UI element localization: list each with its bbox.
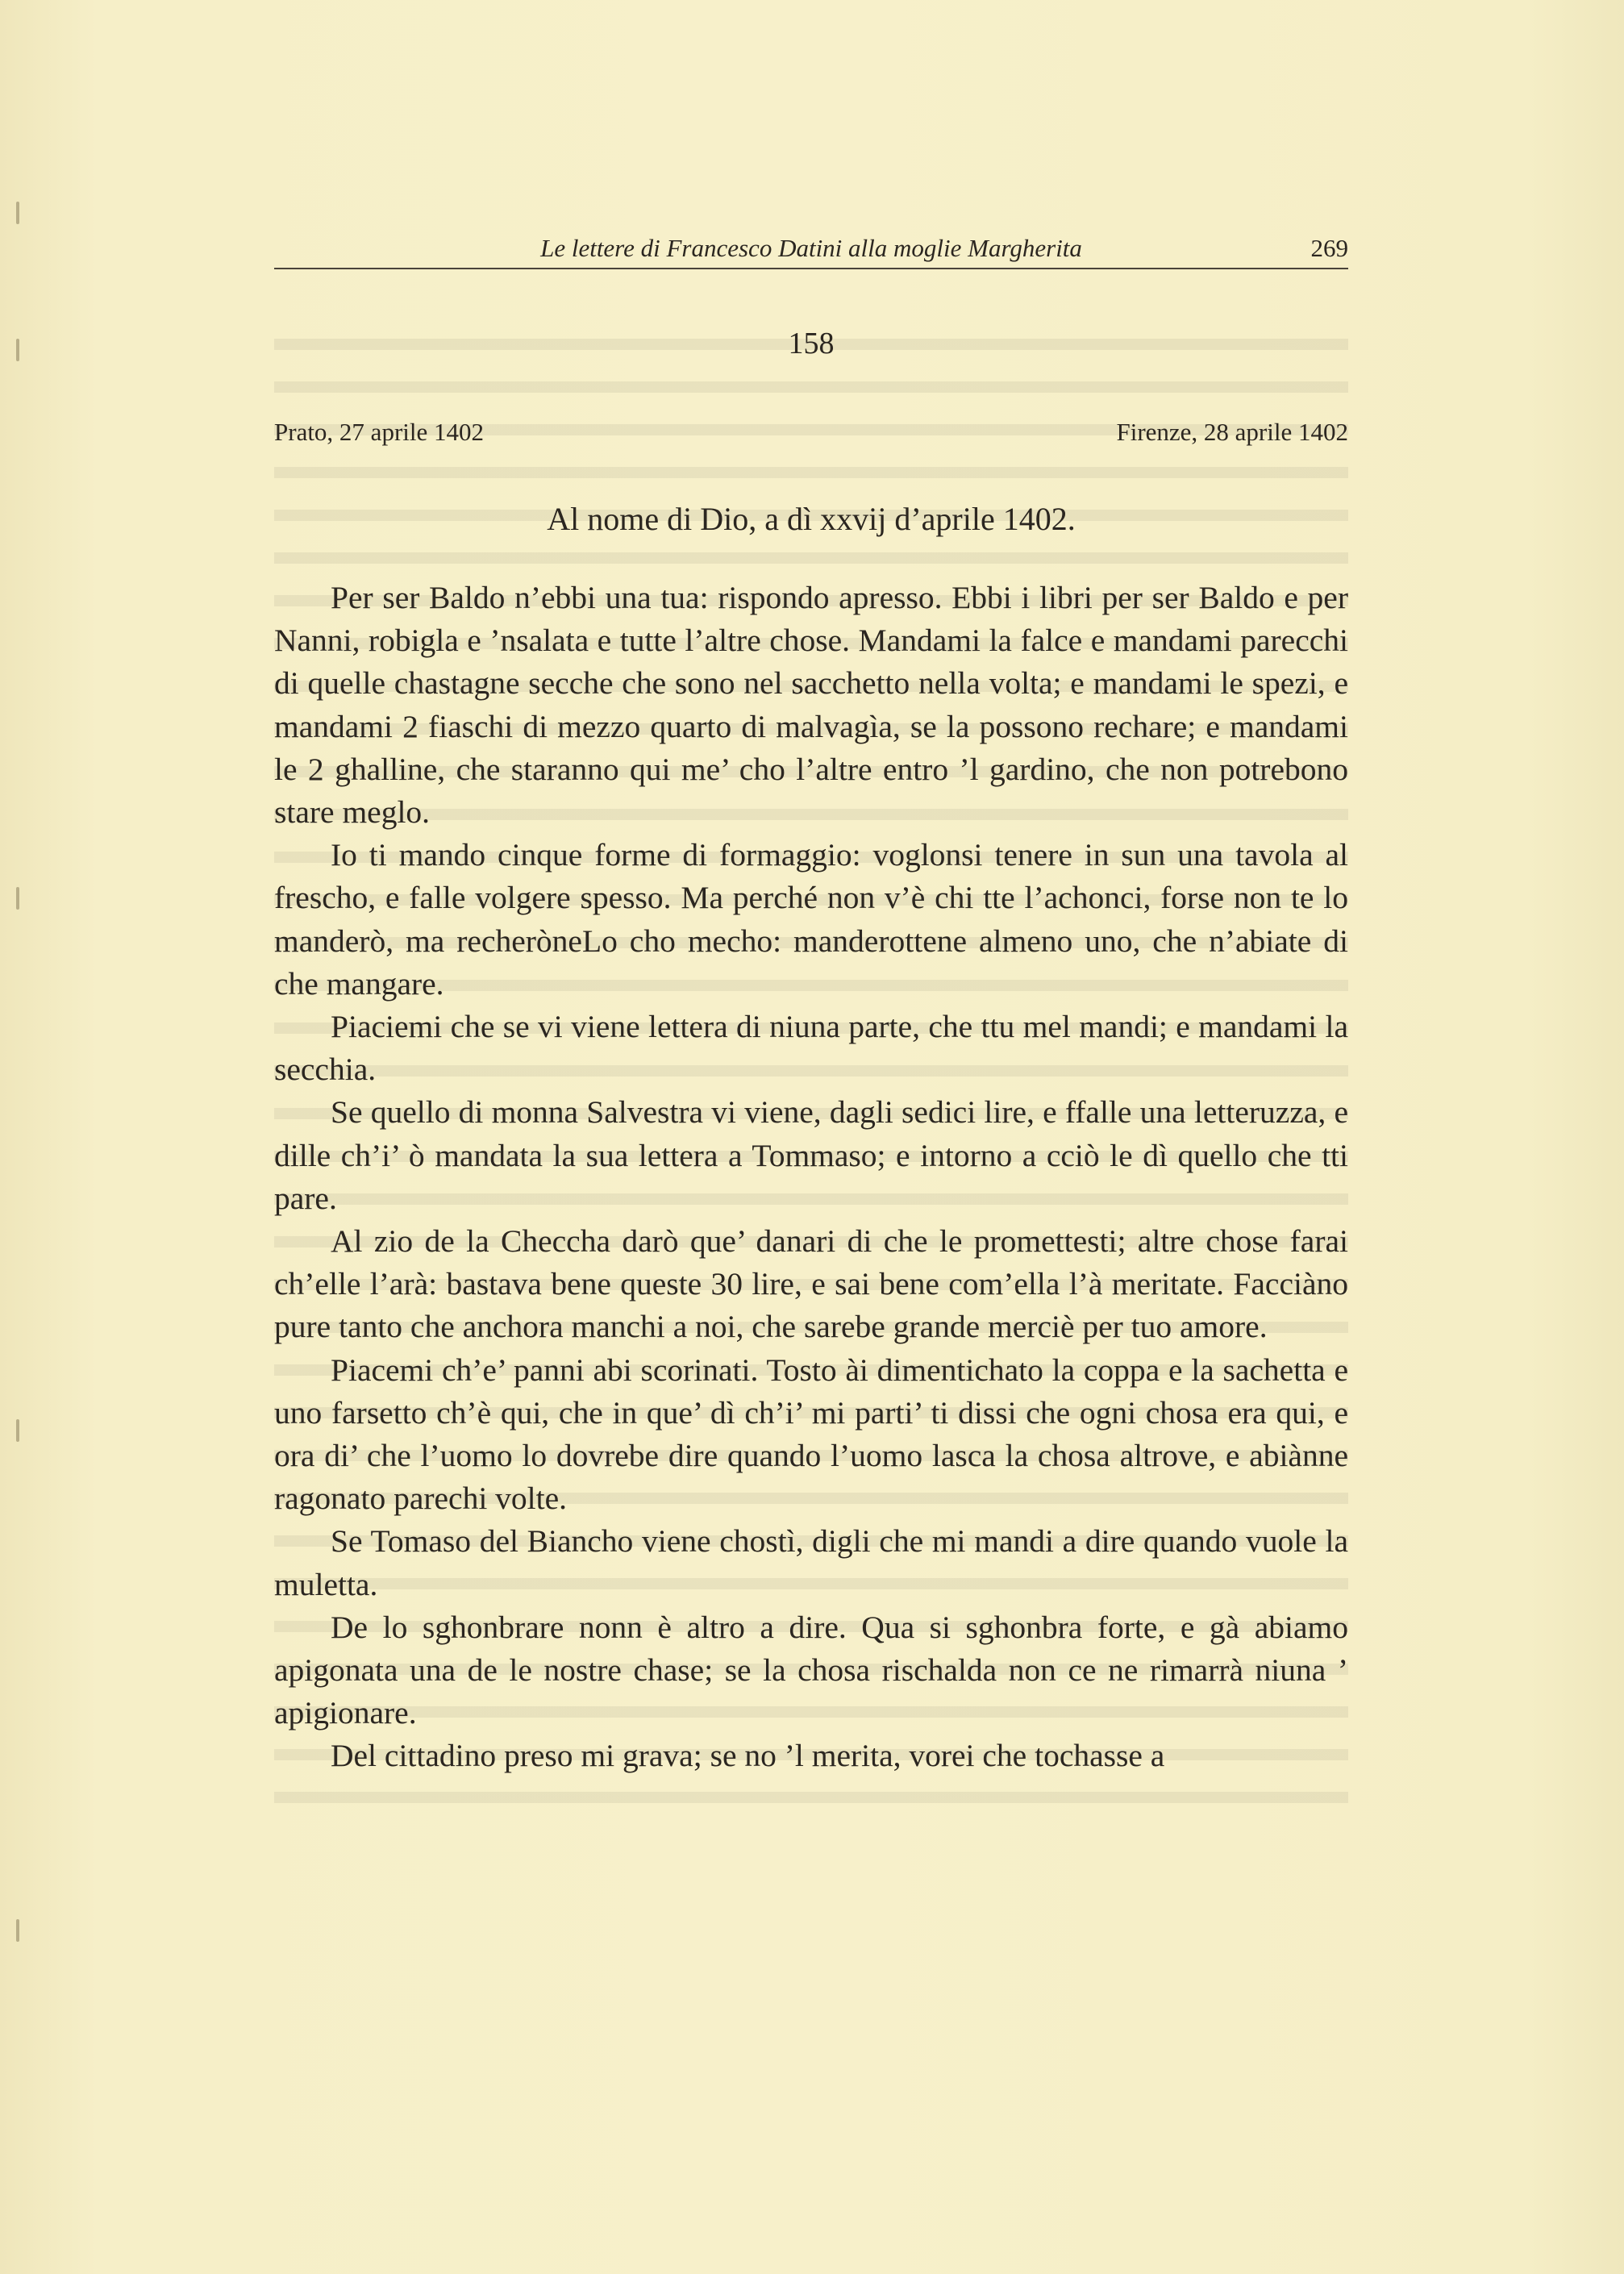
paragraph: Io ti mando cinque forme di formaggio: voglonsi tenere in sun una tavola al frescho, e falle volgere spesso. Ma perché non v’è chi tte l’achonci, forse non te lo manderò, ma recheròneLo cho mecho: manderottene almeno uno, che n’abiate di che mangare. bbox=[274, 837, 1348, 1002]
paragraph: Del cittadino preso mi grava; se no ’l merita, vorei che tochasse a bbox=[331, 1738, 1165, 1774]
paragraph: Piaciemi che se vi viene lettera di niuna parte, che ttu mel mandi; e mandami la secchia. bbox=[274, 1009, 1348, 1088]
paragraph: Piacemi ch’e’ panni abi scorinati. Tosto ài dimentichato la coppa e la sachetta e uno farsetto ch’è qui, che in que’ dì ch’i’ mi parti’ ti dissi che ogni chosa era qui, e ora di’ che l’uomo lo dovrebe dire quando l’uomo lasca la chosa altrove, e abiànne ragonato parechi volte. bbox=[274, 1351, 1348, 1517]
letter-number: 158 bbox=[788, 327, 835, 360]
paragraph: Se quello di monna Salvestra vi viene, dagli sedici lire, e ffalle una letteruzza, e dille ch’i’ ò mandata la sua lettera a Tommaso; e intorno a cciò le dì quello che tti pare. bbox=[274, 1094, 1348, 1216]
page-edge-mark bbox=[16, 887, 19, 910]
running-header bbox=[274, 232, 1348, 269]
paragraph: Per ser Baldo n’ebbi una tua: rispondo apresso. Ebbi i libri per ser Baldo e per Nanni, robigla e ’nsalata e tutte l’altre chose. Mandami la falce e mandami parecchi di quelle chastagne secche che sono nel sacchetto nella volta; e mandami le spezi, e mandami 2 fiaschi di mezzo quarto di malvagìa, se la possono rechare; e mandami le 2 ghalline, che staranno qui me’ cho l’altre entro ’l gardino, che non potrebono stare meglo. bbox=[274, 580, 1348, 831]
letter-salutation: Al nome di Dio, a dì xxvij d’aprile 1402. bbox=[547, 501, 1076, 537]
page-edge-mark bbox=[16, 1419, 19, 1442]
page-number: 269 bbox=[1310, 234, 1348, 262]
receiver-place-date: Firenze, 28 aprile 1402 bbox=[1116, 418, 1348, 446]
letter-body bbox=[274, 577, 1348, 1778]
sender-place-date: Prato, 27 aprile 1402 bbox=[274, 418, 485, 446]
paragraph: Se Tomaso del Biancho viene chostì, digli che mi mandi a dire quando vuole la muletta. bbox=[274, 1523, 1348, 1602]
page-edge-mark bbox=[16, 1919, 19, 1942]
paragraph: De lo sghonbrare nonn è altro a dire. Qua si sghonbra forte, e gà abiamo apigonata una de le nostre chase; se la chosa rischalda non ce ne rimarrà niuna ’ apigionare. bbox=[274, 1609, 1348, 1731]
page-edge-mark bbox=[16, 339, 19, 361]
running-title: Le lettere di Francesco Datini alla moglie Margherita bbox=[540, 234, 1082, 262]
paragraph: Al zio de la Checcha darò que’ danari di che le promettesti; altre chose farai ch’elle l’arà: bastava bene queste 30 lire, e sai bene com’ella l’à meritate. Facciàno pure tanto che anchora manchi a noi, che sarebe grande merciè per tuo amore. bbox=[274, 1223, 1348, 1345]
page-edge-mark bbox=[16, 202, 19, 224]
